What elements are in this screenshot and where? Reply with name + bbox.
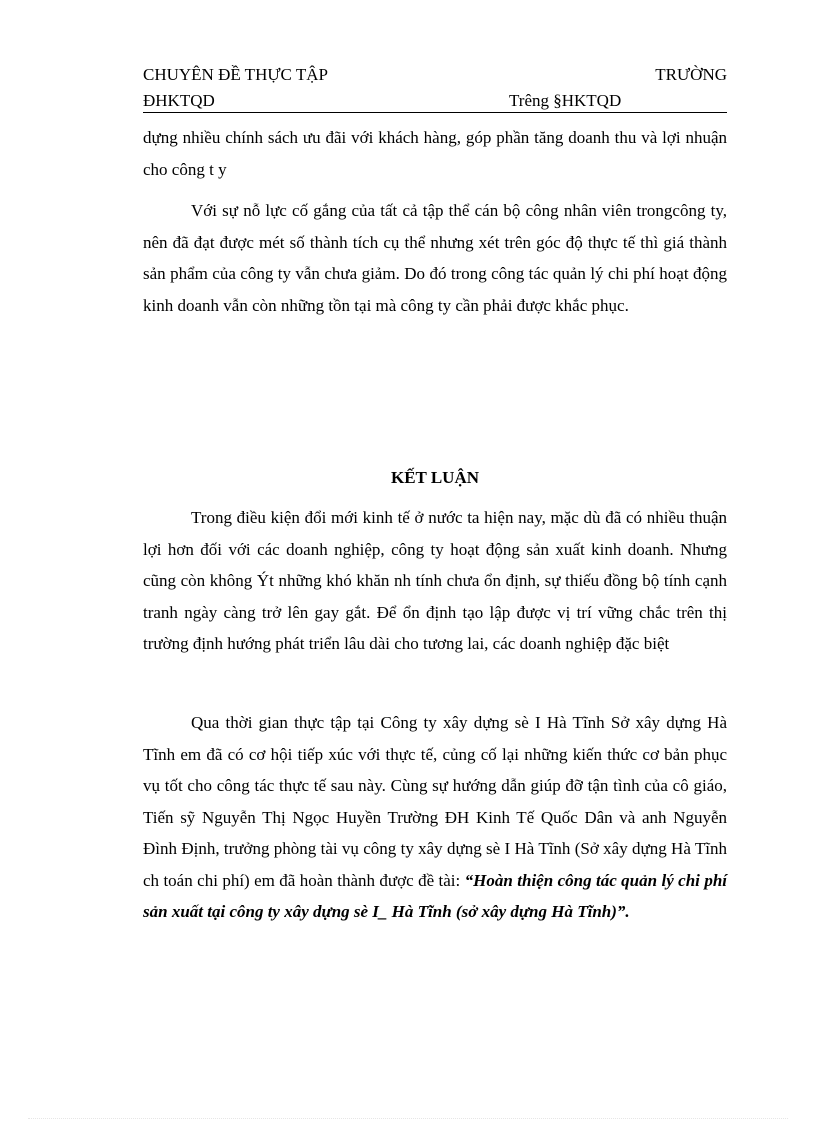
paragraph-continuation: dựng nhiều chính sách ưu đãi với khách hàng, góp phần tăng doanh thu và lợi nhuận cho công t y <box>143 128 727 179</box>
page-bottom-border <box>28 1118 788 1119</box>
header-report-title: CHUYÊN ĐỀ THỰC TẬP <box>143 65 328 84</box>
header-row-2 <box>143 88 727 114</box>
page-header <box>143 62 727 114</box>
header-row-1 <box>143 62 727 88</box>
header-school-abbr: ĐHKTQD <box>143 91 215 110</box>
paragraph-internship <box>143 707 727 928</box>
header-school-garbled: Trêng §HKTQD <box>509 91 622 110</box>
conclusion-heading: KẾT LUẬN <box>390 468 479 487</box>
thesis-topic: “Hoàn thiện công tác quản lý chi phí sản xuất tại công ty xây dựng sè I_ Hà Tĩnh (sở xây dựng Hà Tĩnh)”. <box>143 870 727 921</box>
paragraph-efforts: Với sự nỗ lực cố gắng của tất cả tập thể cán bộ công nhân viên trongcông ty, nên đã đạt được mét số thành tích cụ thể nhưng xét trên góc độ thực tế thì giá thành sản phẩm của công ty vẫn chưa giảm. Do đó trong công tác quản lý chi phí hoạt động kinh doanh vẫn còn những tồn tại mà công ty cần phải được khắc phục. <box>143 201 727 315</box>
paragraph-conclusion-context: Trong điều kiện đổi mới kinh tế ở nước ta hiện nay, mặc dù đã có nhiều thuận lợi hơn đối với các doanh nghiệp, công ty hoạt động sản xuất kinh doanh. Nhưng cũng còn không Ýt những khó khăn nh tính chưa ổn định, sự thiếu đồng bộ tính cạnh tranh ngày càng trở lên gay gắt. Để ổn định tạo lập được vị trí vững chắc trên thị trường định hướng phát triển lâu dài cho tương lai, các doanh nghiệp đặc biệt <box>143 508 727 653</box>
header-divider <box>143 112 727 113</box>
internship-text: Qua thời gian thực tập tại Công ty xây dựng sè I Hà Tĩnh Sở xây dựng Hà Tĩnh em đã có cơ hội tiếp xúc với thực tế, củng cố lại những kiến thức cơ bản phục vụ tốt cho công tác thực tế sau này. Cùng sự hướng dẫn giúp đỡ tận tình của cô giáo, Tiến sỹ Nguyễn Thị Ngọc Huyền Trường ĐH Kinh Tế Quốc Dân và anh Nguyễn Đình Định, trưởng phòng tài vụ công ty xây dựng sè I Hà Tĩnh (Sở xây dựng Hà Tĩnh ch toán chi phí) em đã hoàn thành được đề tài: <box>143 713 727 890</box>
header-school-label: TRƯỜNG <box>655 65 727 84</box>
